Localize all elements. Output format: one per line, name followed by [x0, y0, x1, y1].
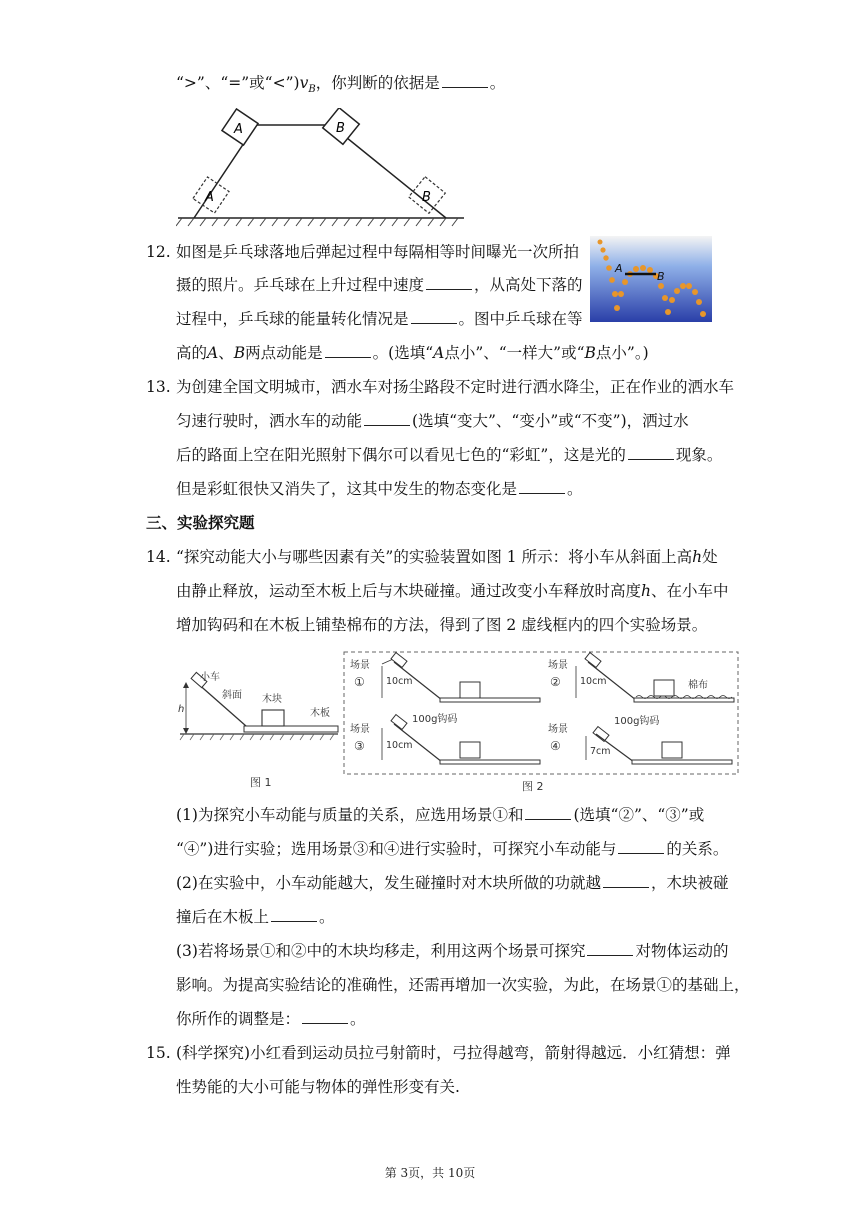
s3-height: 10cm: [386, 740, 413, 751]
q12-text: 。(选填“: [372, 344, 434, 362]
q13-text: 但是彩虹很快又消失了，这其中发生的物态变化是: [176, 480, 518, 498]
q14-text: 的关系。: [666, 840, 729, 858]
q14-text: ，木块被碰: [650, 874, 729, 892]
q11-blank[interactable]: [442, 73, 488, 88]
q14-p3-line-3: [176, 1008, 366, 1030]
q13-number: 13.: [146, 378, 171, 396]
q12-text: 点小”。): [595, 344, 649, 362]
s4-num: ④: [550, 739, 561, 753]
q14-p2-line-2: [176, 906, 335, 928]
fig1-block-label: 木块: [262, 694, 282, 705]
q12-blank-3[interactable]: [325, 343, 371, 358]
q14-var-h: h: [641, 582, 651, 600]
fig1-car-label: 小车: [200, 672, 220, 683]
s2-num: ②: [550, 675, 561, 689]
q12-text: 两点动能是: [245, 344, 323, 362]
q13-text: 后的路面上空在阳光照射下偶尔可以看见七色的“彩虹”，这是光的: [176, 446, 626, 464]
s4-mass: 100g钩码: [614, 716, 660, 727]
ping-pong-photo: [590, 236, 712, 322]
q15-line-2: 性势能的大小可能与物体的弹性形变有关.: [176, 1078, 460, 1096]
page-footer: 第 3页，共 10页: [384, 1166, 476, 1180]
q14-blank-1[interactable]: [525, 805, 571, 820]
q12-line-4: [176, 342, 649, 364]
q13-text: 匀速行驶时，洒水车的动能: [176, 412, 363, 430]
q14-text: 、在小车中: [651, 582, 729, 600]
q13-blank-2[interactable]: [628, 445, 674, 460]
q12-line-3: [176, 308, 583, 330]
fig1-h-label: h: [178, 704, 185, 715]
q14-p2-line-1: [176, 872, 728, 894]
s1-label: 场景: [350, 660, 370, 671]
q14-text: (选填“②”、“③”或: [573, 806, 705, 824]
q14-text: (1)为探究小车动能与质量的关系，应选用场景①和: [176, 806, 524, 824]
figure-1: [178, 668, 340, 796]
s1-num: ①: [354, 675, 365, 689]
q11-tail-text: “>”、“=”或“<”): [176, 74, 300, 92]
q14-text: “④”)进行实验；选用场景③和④进行实验时，可探究小车动能与: [176, 840, 617, 858]
q14-text: 处: [702, 548, 718, 566]
figure-2: [342, 650, 740, 796]
q12-text: 。图中乒乓球在等: [458, 310, 583, 328]
s2-height: 10cm: [580, 676, 607, 687]
q12-var-b2: B: [584, 344, 596, 362]
q12-text: 摄的照片。乒乓球在上升过程中速度: [176, 276, 425, 294]
fig1-caption: 图 1: [250, 776, 272, 789]
q14-line-3: 增加钩码和在木板上铺垫棉布的方法，得到了图 2 虚线框内的四个实验场景。: [176, 616, 708, 634]
s4-height: 7cm: [590, 746, 611, 757]
q14-p1-line-2: [176, 838, 728, 860]
q12-number: 12.: [146, 243, 171, 261]
fig2-caption: 图 2: [522, 780, 544, 793]
q14-p3-line-1: [176, 940, 728, 962]
incline-label-b: B: [336, 121, 345, 136]
q12-var-b: B: [233, 344, 246, 362]
q12-text: 、: [218, 344, 234, 362]
q14-text: (2)在实验中，小车动能越大，发生碰撞时对木块所做的功就越: [176, 874, 601, 892]
q13-text: (选填“变大”、“变小”或“不变”)，洒过水: [412, 412, 689, 430]
q12-blank-2[interactable]: [411, 309, 457, 324]
q14-blank-6[interactable]: [302, 1009, 348, 1024]
q14-text: “探究动能大小与哪些因素有关”的实验装置如图 1 所示：将小车从斜面上高: [176, 548, 693, 566]
q14-text: 你所作的调整是：: [176, 1010, 301, 1028]
q14-blank-4[interactable]: [271, 907, 317, 922]
incline-figure: [176, 108, 466, 230]
q13-line-4: [176, 478, 583, 500]
s4-label: 场景: [548, 724, 568, 735]
q12-text: 过程中，乒乓球的能量转化情况是: [176, 310, 409, 328]
q12-var-a: A: [207, 344, 219, 362]
q11-end: 。: [489, 74, 506, 92]
s2-label: 场景: [548, 660, 568, 671]
s2-cloth: 棉布: [688, 680, 708, 691]
q12-blank-1[interactable]: [426, 275, 472, 290]
q12-text: ，从高处下落的: [474, 276, 583, 294]
incline-label-a2: A: [205, 190, 214, 205]
q14-blank-5[interactable]: [587, 941, 633, 956]
q11-var: v: [299, 74, 309, 92]
fig1-board-label: 木板: [310, 708, 330, 719]
q14-text: 撞后在木板上: [176, 908, 270, 926]
q14-blank-2[interactable]: [618, 839, 664, 854]
q13-line-3: [176, 444, 722, 466]
q14-line-2: [176, 580, 729, 602]
q12-line-2: [176, 274, 583, 296]
s3-label: 场景: [350, 724, 370, 735]
q13-text: 。: [567, 480, 583, 498]
q11-tail-text-2: ，你判断的依据是: [315, 74, 440, 92]
q14-text: (3)若将场景①和②中的木块均移走，利用这两个场景可探究: [176, 942, 586, 960]
q15-line-1: (科学探究)小红看到运动员拉弓射箭时，弓拉得越弯，箭射得越远．小红猜想：弹: [176, 1044, 731, 1062]
q14-p3-line-2: 影响。为提高实验结论的准确性，还需再增加一次实验，为此，在场景①的基础上，: [176, 976, 750, 994]
s1-height: 10cm: [386, 676, 413, 687]
q13-blank-3[interactable]: [519, 479, 565, 494]
q11-var-sub: B: [308, 84, 316, 96]
q12-text: 点小”、“一样大”或“: [444, 344, 585, 362]
q15-number: 15.: [146, 1044, 171, 1062]
q14-number: 14.: [146, 548, 171, 566]
q12-var-a2: A: [433, 344, 445, 362]
q14-text: 。: [319, 908, 335, 926]
s3-num: ③: [354, 739, 365, 753]
q12-line-1: 如图是乒乓球落地后弹起过程中每隔相等时间曝光一次所拍: [176, 243, 580, 261]
q14-text: 由静止释放，运动至木板上后与木块碰撞。通过改变小车释放时高度: [176, 582, 642, 600]
photo-label-a: A: [615, 262, 623, 275]
q14-p1-line-1: [176, 804, 704, 826]
s3-mass: 100g钩码: [412, 714, 458, 725]
q12-text: 高的: [176, 344, 208, 362]
q13-line-1: 为创建全国文明城市，洒水车对扬尘路段不定时进行洒水降尘，正在作业的洒水车: [176, 378, 735, 396]
q14-line-1: [176, 546, 718, 568]
photo-label-b: B: [657, 270, 665, 283]
q11-tail-line: [176, 72, 505, 101]
section-title: 三、实验探究题: [146, 513, 255, 532]
incline-label-b2: B: [422, 190, 431, 205]
q13-line-2: [176, 410, 689, 432]
incline-label-a: A: [234, 122, 243, 137]
q14-blank-3[interactable]: [603, 873, 649, 888]
q13-text: 现象。: [675, 446, 723, 464]
q13-blank-1[interactable]: [364, 411, 410, 426]
q14-text: 对物体运动的: [635, 942, 729, 960]
fig1-slope-label: 斜面: [222, 690, 242, 701]
q14-var-h: h: [692, 548, 703, 566]
q14-text: 。: [350, 1010, 366, 1028]
